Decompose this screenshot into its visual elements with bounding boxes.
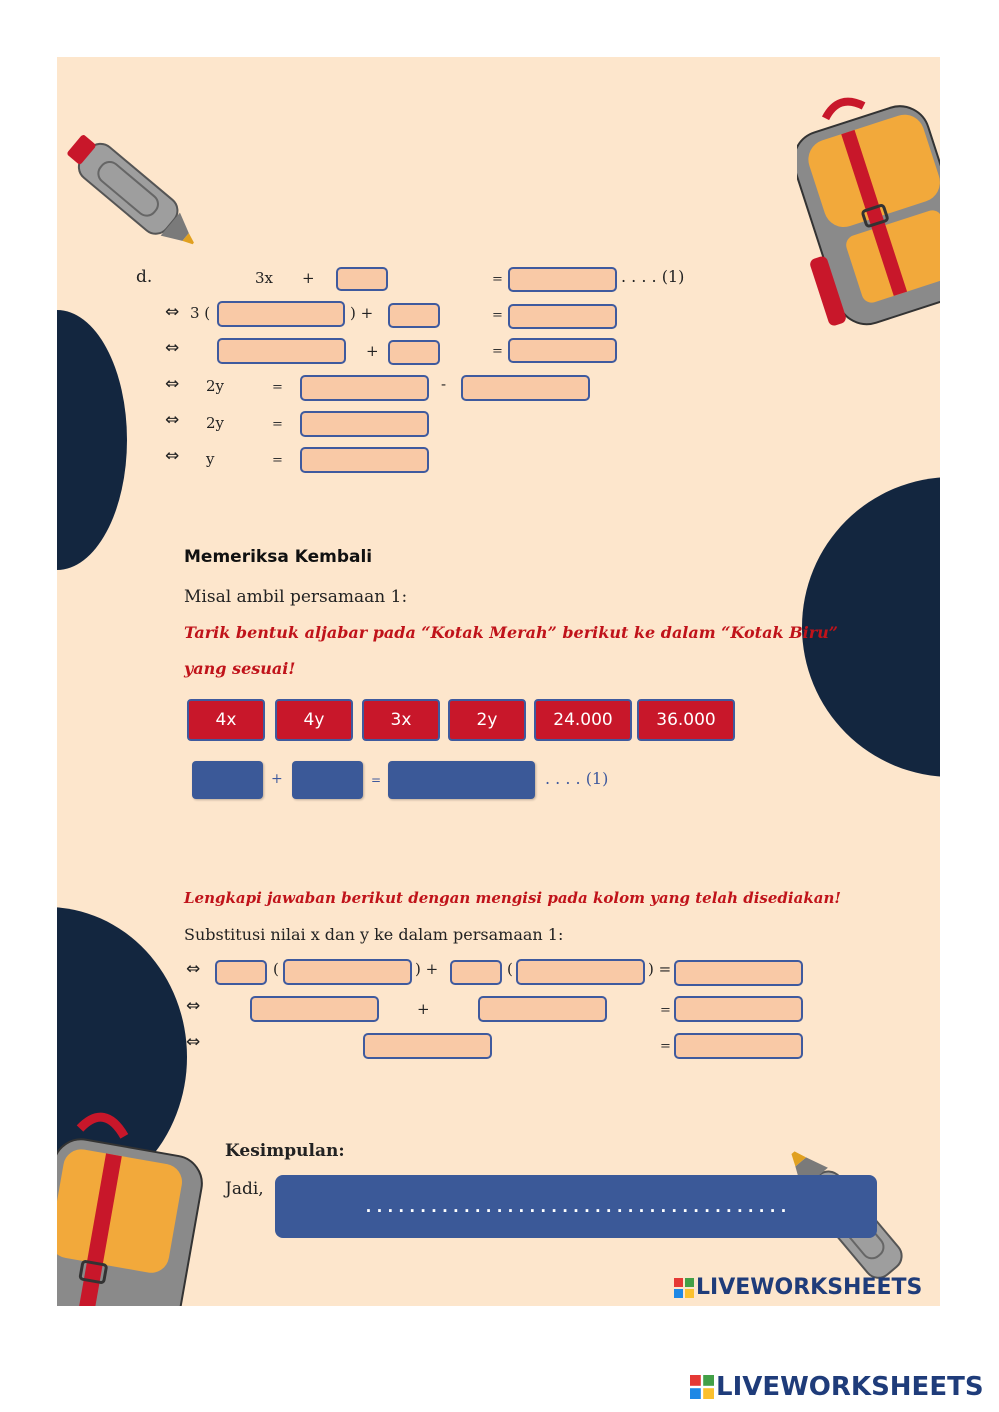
backpack-icon [57, 1097, 207, 1306]
drag-chip[interactable]: 2y [448, 699, 526, 741]
part-label: d. [136, 267, 153, 287]
answer-field[interactable] [508, 338, 617, 363]
equivalence-arrow-icon: ⇔ [165, 446, 180, 466]
highlighter-marker-icon [57, 112, 207, 272]
equals-sign: = [272, 380, 283, 395]
equation-number: . . . . (1) [545, 769, 609, 788]
answer-field[interactable] [674, 1033, 803, 1059]
plus-sign: + [366, 342, 379, 360]
answer-field[interactable] [217, 301, 345, 327]
answer-field[interactable] [300, 447, 429, 473]
equivalence-arrow-icon: ⇔ [186, 996, 201, 1016]
equivalence-arrow-icon: ⇔ [186, 959, 201, 979]
liveworksheets-logo-icon [674, 1278, 694, 1298]
var-2y: 2y [206, 377, 225, 395]
answer-field[interactable] [250, 996, 379, 1022]
instruction-text: Tarik bentuk aljabar pada “Kotak Merah” berikut ke dalam “Kotak Biru” [184, 623, 838, 642]
equals-sign: = [371, 773, 382, 787]
liveworksheets-logo [690, 1372, 984, 1402]
close-paren-plus: ) + [415, 960, 439, 978]
coefficient-3: 3 ( [190, 304, 211, 322]
instruction-text: yang sesuai! [184, 659, 296, 678]
answer-field[interactable] [450, 960, 502, 985]
drop-target[interactable] [292, 761, 363, 799]
intro-text: Substitusi nilai x dan y ke dalam persamaan 1: [184, 925, 564, 944]
minus-sign: - [441, 375, 447, 393]
equals-sign: = [492, 272, 503, 287]
conclusion-lead: Jadi, [225, 1179, 264, 1199]
equivalence-arrow-icon: ⇔ [165, 302, 180, 322]
worksheet-page [57, 57, 940, 1306]
equation-number: . . . . (1) [621, 267, 685, 286]
answer-field[interactable] [336, 267, 388, 291]
answer-field[interactable] [363, 1033, 492, 1059]
answer-field[interactable] [217, 338, 346, 364]
answer-field[interactable] [388, 340, 440, 365]
conclusion-answer-field[interactable] [275, 1175, 877, 1238]
instruction-text: Lengkapi jawaban berikut dengan mengisi pada kolom yang telah disediakan! [184, 889, 841, 907]
drag-chip[interactable]: 24.000 [534, 699, 632, 741]
drag-chip[interactable]: 3x [362, 699, 440, 741]
plus-sign: + [417, 1000, 430, 1018]
watermark-text: LIVEWORKSHEETS [716, 1372, 984, 1402]
drag-chip[interactable]: 36.000 [637, 699, 735, 741]
intro-text: Misal ambil persamaan 1: [184, 587, 408, 607]
equals-sign: = [272, 453, 283, 468]
answer-field[interactable] [516, 959, 645, 985]
answer-field[interactable] [215, 960, 267, 985]
liveworksheets-logo-icon [690, 1375, 714, 1399]
answer-field[interactable] [508, 304, 617, 329]
answer-field[interactable] [508, 267, 617, 292]
equals-sign: = [660, 1003, 671, 1018]
equals-sign: = [492, 308, 503, 323]
equivalence-arrow-icon: ⇔ [186, 1032, 201, 1052]
plus-sign: + [302, 269, 315, 287]
answer-field[interactable] [388, 303, 440, 328]
plus-sign: + [271, 771, 283, 787]
open-paren: ( [507, 960, 513, 978]
answer-field[interactable] [283, 959, 412, 985]
equivalence-arrow-icon: ⇔ [165, 374, 180, 394]
close-paren-plus: ) + [350, 304, 374, 322]
answer-field[interactable] [478, 996, 607, 1022]
close-paren-equals: ) = [648, 960, 672, 978]
var-y: y [206, 450, 215, 468]
backpack-icon [797, 87, 940, 337]
watermark-text: LIVEWORKSHEETS [696, 1275, 923, 1300]
equivalence-arrow-icon: ⇔ [165, 338, 180, 358]
liveworksheets-logo [674, 1275, 922, 1300]
answer-field[interactable] [300, 411, 429, 437]
placeholder-dots: . . . . . . . . . . . . . . . . . . . . . . . . . . . . . . . . . . . . . . . [365, 1197, 787, 1216]
drag-chip[interactable]: 4x [187, 699, 265, 741]
drop-target[interactable] [388, 761, 535, 799]
open-paren: ( [273, 960, 279, 978]
equivalence-arrow-icon: ⇔ [165, 410, 180, 430]
answer-field[interactable] [674, 996, 803, 1022]
navy-circle-left-top [57, 310, 127, 570]
drag-chip[interactable]: 4y [275, 699, 353, 741]
section-heading: Memeriksa Kembali [184, 547, 373, 567]
equals-sign: = [492, 344, 503, 359]
conclusion-heading: Kesimpulan: [225, 1141, 345, 1161]
answer-field[interactable] [674, 960, 803, 986]
answer-field[interactable] [461, 375, 590, 401]
equals-sign: = [272, 417, 283, 432]
drop-target[interactable] [192, 761, 263, 799]
equals-sign: = [660, 1039, 671, 1054]
var-2y: 2y [206, 414, 225, 432]
answer-field[interactable] [300, 375, 429, 401]
term-3x: 3x [255, 269, 274, 287]
